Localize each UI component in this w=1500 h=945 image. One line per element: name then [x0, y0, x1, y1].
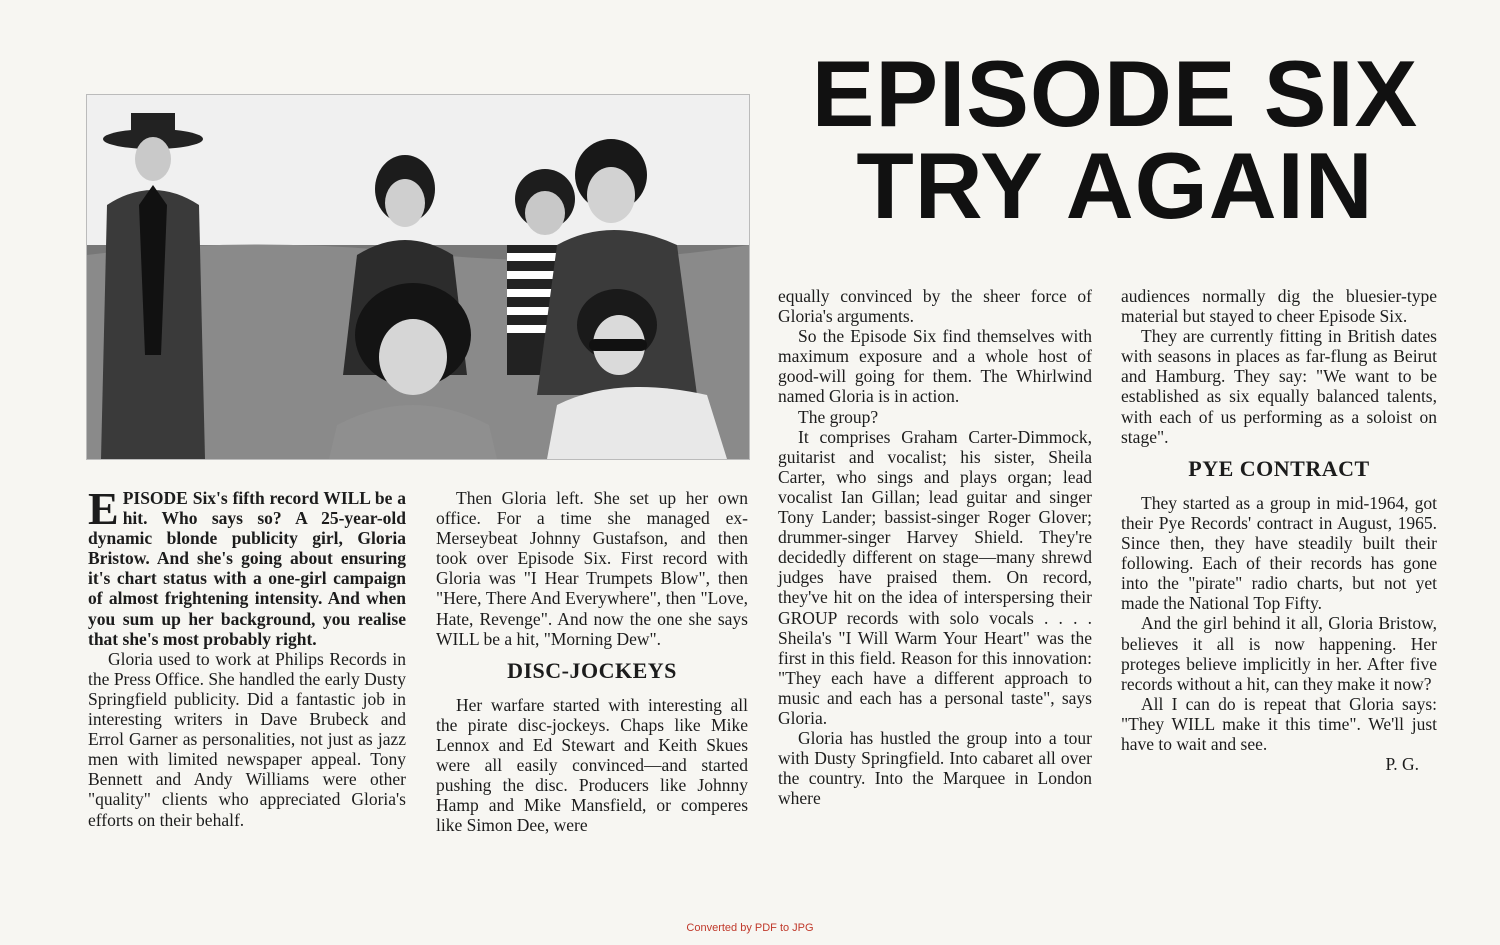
section-heading-disc-jockeys: DISC-JOCKEYS — [507, 657, 677, 683]
headline-line-2: TRY AGAIN — [856, 133, 1374, 238]
body-paragraph: They started as a group in mid-1964, got their Pye Records' contract in August, 1965. Since then, they have steadily built their following. Each of their records has gone into the "pirate" radio charts, but not yet made the National Top Fifty. — [1121, 492, 1437, 614]
headline-line-1: EPISODE SIX — [811, 41, 1419, 146]
article-column-4 — [1121, 286, 1437, 774]
body-paragraph: audiences normally dig the bluesier-type material but stayed to cheer Episode Six. — [1121, 286, 1437, 327]
body-paragraph: And the girl behind it all, Gloria Bristow, believes it all is now happening. Her proteges believe implicitly in her. After five records without a hit, can they make it now? — [1121, 613, 1437, 694]
body-paragraph: They are currently fitting in British dates with seasons in places as far-flung as Beirut and Hamburg. They say: "We want to be established as six equally balanced talents, with each of us performing as a soloist on stage". — [1121, 326, 1437, 447]
body-paragraph: The group? — [798, 406, 879, 427]
body-paragraph: equally convinced by the sheer force of Gloria's arguments. — [778, 286, 1092, 327]
drop-cap: E — [88, 483, 119, 534]
band-photo — [86, 94, 750, 460]
band-photo-illustration — [87, 95, 749, 459]
body-paragraph: So the Episode Six find themselves with maximum exposure and a whole host of good-will going for them. The Whirlwind named Gloria is in action. — [778, 326, 1092, 407]
section-heading-pye-contract: PYE CONTRACT — [1188, 455, 1370, 481]
body-paragraph: All I can do is repeat that Gloria says: "They WILL make it this time". We'll just have to wait and see. — [1121, 693, 1437, 754]
article-column-3 — [778, 286, 1092, 808]
body-paragraph: It comprises Graham Carter-Dimmock, guitarist and vocalist; his sister, Sheila Carter, who sings and plays organ; lead vocalist Ian Gillan; lead guitar and singer Tony Lander; bassist-singer Roger Glover; drummer-singer Harvey Shield. They're decidedly different on stage—many shrewd judges have praised them. On record, they've hit on the idea of interspersing their GROUP records with solo vocals . . . . Sheila's "I Will Warm Your Heart" was the first in this field. Reason for this innovation: "They each have a different approach to music and each has a personal taste", says Gloria. — [778, 426, 1092, 728]
author-signature: P. G. — [1385, 754, 1419, 775]
converter-watermark: Converted by PDF to JPG — [686, 922, 814, 934]
article-headline — [770, 41, 1460, 238]
body-paragraph: Then Gloria left. She set up her own office. For a time she managed ex-Merseybeat Johnny Gustafson, and then took over Episode Six. First record with Gloria was "I Hear Trumpets Blow", then "Here, There And Everywhere", then "Love, Hate, Revenge". And now the one she says WILL be a hit, "Morning Dew". — [436, 488, 748, 649]
article-column-1 — [88, 483, 406, 830]
body-paragraph: Gloria used to work at Philips Records in the Press Office. She handled the early Dusty Springfield publicity. Did a fantastic job in interesting writers in Dave Brubeck and Errol Garner as personalities, not just as jazz men with limited newspaper appeal. Tony Bennett and Andy Williams were other "quality" clients who appreciated Gloria's efforts on their behalf. — [88, 648, 406, 830]
lead-text: PISODE Six's fifth record WILL be a hit. Who says so? A 25-year-old dynamic blonde publicity girl, Gloria Bristow. And she's going about ensuring it's chart status with a one-girl campaign of almost frightening intensity. And when you sum up her background, you realise that she's most probably right. — [88, 488, 406, 649]
body-paragraph: Her warfare started with interesting all the pirate disc-jockeys. Chaps like Mike Lennox and Ed Stewart and Keith Skues were all easily convinced—and started pushing the disc. Producers like Johnny Hamp and Mike Mansfield, or comperes like Simon Dee, were — [436, 694, 748, 836]
lead-paragraph — [88, 483, 406, 649]
body-paragraph: Gloria has hustled the group into a tour with Dusty Springfield. Into cabaret all over the country. Into the Marquee in London where — [778, 728, 1092, 809]
article-column-2 — [436, 488, 748, 836]
